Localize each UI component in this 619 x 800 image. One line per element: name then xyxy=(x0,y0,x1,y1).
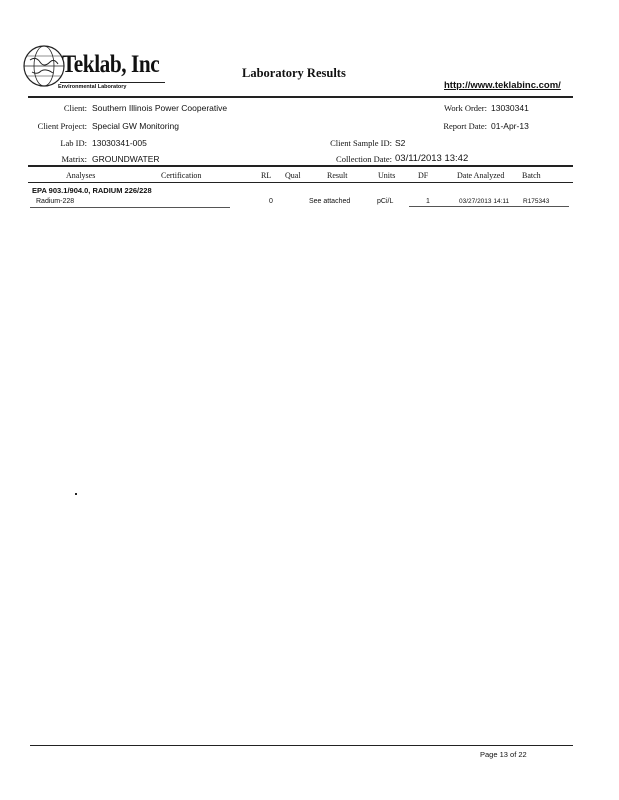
client-label: Client: xyxy=(63,103,87,113)
cell-rl: 0 xyxy=(269,198,273,205)
page-title: Laboratory Results xyxy=(242,66,346,80)
cell-df: 1 xyxy=(426,198,430,205)
col-rl: RL xyxy=(261,171,272,180)
cell-analyte: Radium-228 xyxy=(36,198,75,205)
col-batch: Batch xyxy=(522,171,541,180)
method-heading: EPA 903.1/904.0, RADIUM 226/228 xyxy=(32,186,152,195)
cell-result: See attached xyxy=(309,198,351,205)
matrix-value: GROUNDWATER xyxy=(92,154,160,164)
page-number: Page 13 of 22 xyxy=(480,750,527,759)
reportdate-label: Report Date: xyxy=(443,121,487,131)
client-value: Southern Illinois Power Cooperative xyxy=(92,103,228,113)
project-value: Special GW Monitoring xyxy=(92,121,179,131)
workorder-value: 13030341 xyxy=(491,103,529,113)
row-underline xyxy=(30,207,230,208)
logo-subtitle: Environmental Laboratory xyxy=(58,84,127,90)
col-qual: Qual xyxy=(285,171,301,180)
col-certification: Certification xyxy=(161,171,202,180)
col-units: Units xyxy=(378,171,396,180)
row-underline-right xyxy=(409,206,569,207)
col-df: DF xyxy=(418,171,429,180)
cell-date-analyzed: 03/27/2013 14:11 xyxy=(459,198,510,205)
website-link[interactable]: http://www.teklabinc.com/ xyxy=(444,80,561,91)
cell-units: pCi/L xyxy=(377,198,394,205)
project-label: Client Project: xyxy=(37,121,87,131)
header-rule xyxy=(28,96,573,98)
labid-value: 13030341-005 xyxy=(92,138,147,148)
col-analyses: Analyses xyxy=(66,171,96,180)
collection-label: Collection Date: xyxy=(336,154,392,164)
col-result: Result xyxy=(327,171,348,180)
sampleid-label: Client Sample ID: xyxy=(330,138,392,148)
matrix-label: Matrix: xyxy=(61,154,87,164)
logo-name: Teklab, Inc xyxy=(62,51,160,78)
cell-batch: R175343 xyxy=(523,198,550,205)
workorder-label: Work Order: xyxy=(444,103,487,113)
info-rule xyxy=(28,165,573,167)
collection-value: 03/11/2013 13:42 xyxy=(395,153,469,164)
table-header-rule xyxy=(28,182,573,183)
stray-mark xyxy=(75,493,77,495)
col-date-analyzed: Date Analyzed xyxy=(457,171,505,180)
sampleid-value: S2 xyxy=(395,138,406,148)
footer-rule xyxy=(30,745,573,746)
labid-label: Lab ID: xyxy=(60,138,87,148)
reportdate-value: 01-Apr-13 xyxy=(491,121,529,131)
